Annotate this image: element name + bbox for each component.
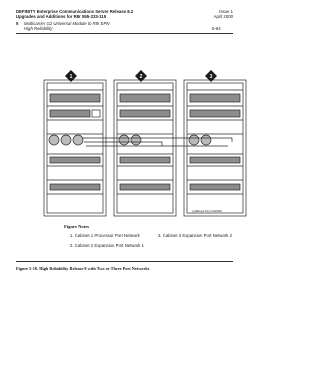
figure-image-id: cydfdup1 KLC 042299 xyxy=(192,209,222,213)
section-title: Multicarrier G2 Universal Module to R8r EPN xyxy=(24,21,110,26)
cabinet-3 xyxy=(184,80,246,216)
figure-notes-right xyxy=(158,233,238,239)
figure-notes-title: Figure Notes xyxy=(64,224,90,229)
figure-note-1: 1. Cabinet 1 Processor Port Network xyxy=(70,233,140,238)
callout-1-label: 1 xyxy=(69,74,73,80)
figure-note-3: 3. Cabinet 3 Expansion Port Network 2 xyxy=(158,233,233,238)
issue-number: Issue 1 xyxy=(219,9,233,14)
callout-3-label: 3 xyxy=(209,74,213,80)
caption-rule xyxy=(16,261,233,262)
figure-note-2: 2. Cabinet 2 Expansion Port Network 1 xyxy=(70,242,145,248)
cabinets-diagram xyxy=(42,70,252,220)
document-title: DEFINITY Enterprise Communications Server Release 8.2 xyxy=(16,9,134,14)
issue-date: April 2000 xyxy=(213,14,233,20)
figure-notes-left xyxy=(70,233,150,248)
document-subtitle: Upgrades and Additions for R8r 555-233-115 xyxy=(16,14,107,20)
figure-caption: Figure 5-18. High Reliability Release 8 with Two or Three Port Networks xyxy=(16,266,150,271)
issue-info xyxy=(153,9,233,20)
cabinet-2 xyxy=(114,80,176,216)
section-subtitle: High Reliability xyxy=(24,26,53,32)
cabinet-1 xyxy=(44,80,106,216)
page-number: 5-64 xyxy=(212,26,221,32)
callout-2-label: 2 xyxy=(139,74,143,80)
header-rule xyxy=(16,33,233,34)
chapter-number: 5 xyxy=(16,21,19,26)
